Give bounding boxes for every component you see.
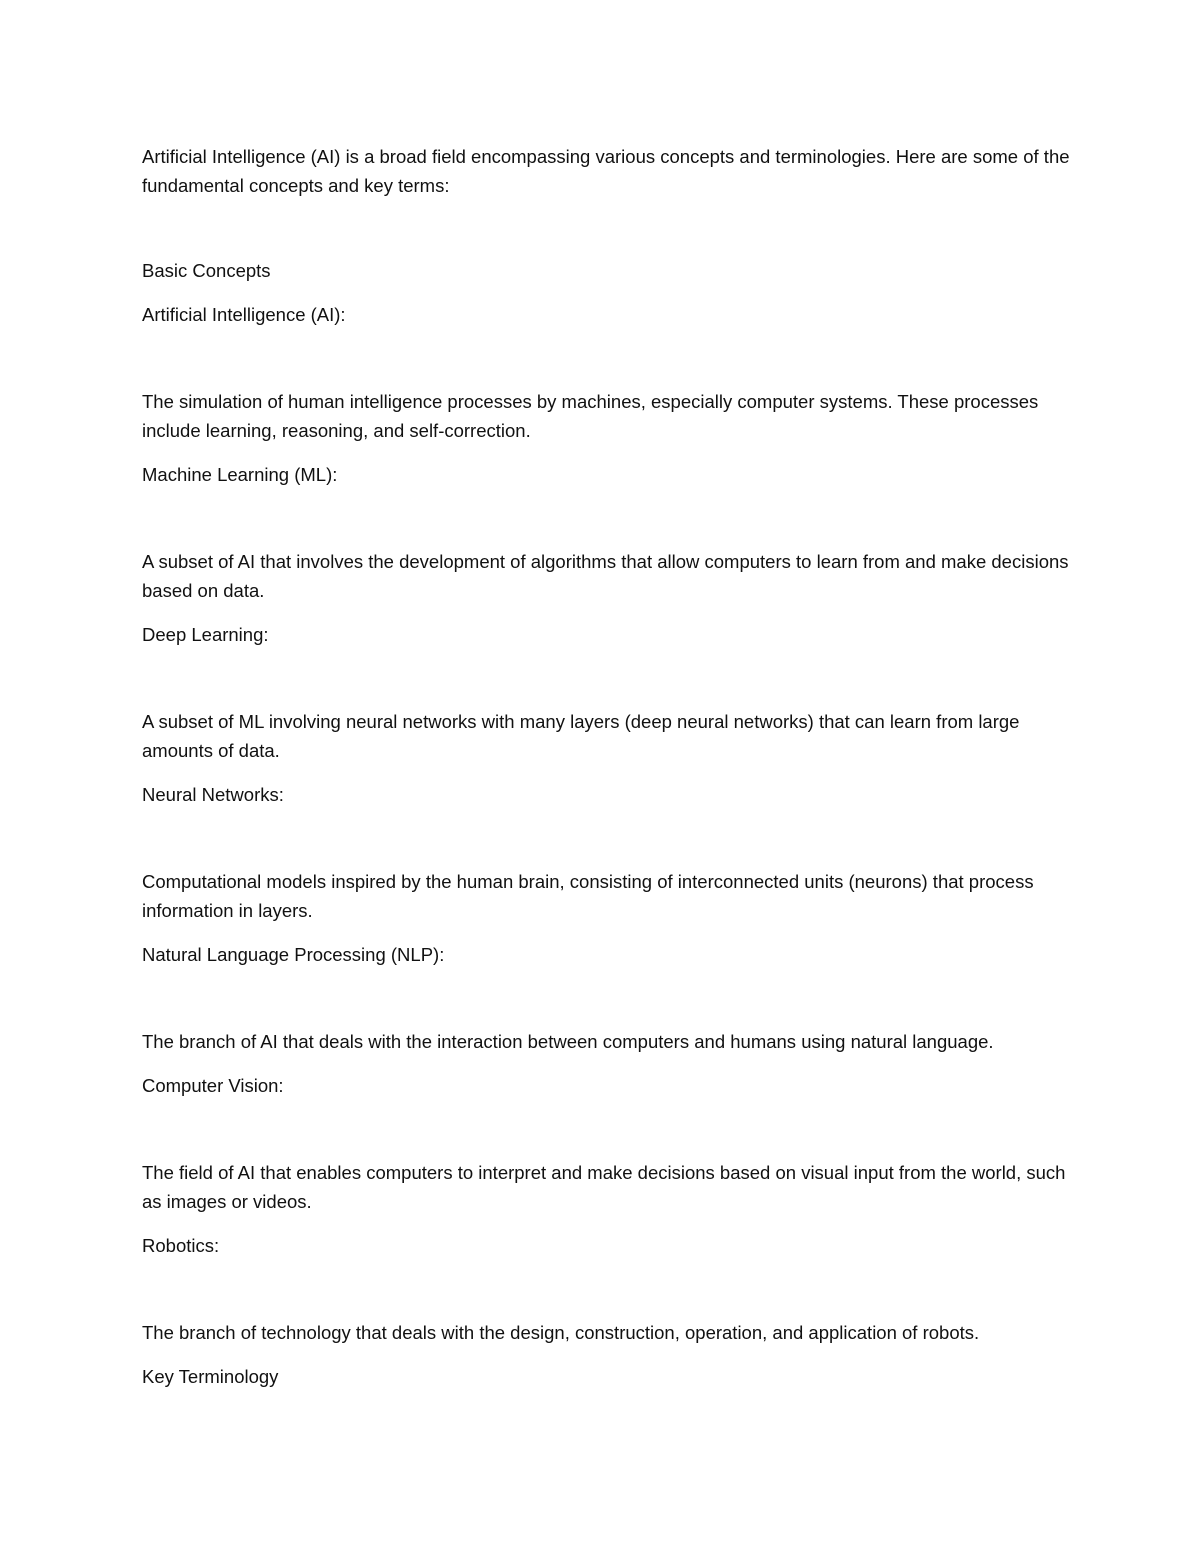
definition-deep-learning: A subset of ML involving neural networks with many layers (deep neural networks) that can learn from large amounts of data.	[142, 711, 1020, 761]
definition-natural-language-processing: The branch of AI that deals with the interaction between computers and humans using natural language.	[142, 1031, 994, 1052]
document-body	[142, 142, 1072, 1406]
term-deep-learning: Deep Learning:	[142, 624, 269, 645]
term-artificial-intelligence: Artificial Intelligence (AI):	[142, 304, 346, 325]
definition-neural-networks: Computational models inspired by the human brain, consisting of interconnected units (neurons) that process information in layers.	[142, 871, 1034, 921]
term-machine-learning: Machine Learning (ML):	[142, 464, 338, 485]
definition-robotics: The branch of technology that deals with the design, construction, operation, and application of robots.	[142, 1322, 980, 1343]
definition-artificial-intelligence: The simulation of human intelligence processes by machines, especially computer systems. These processes include learning, reasoning, and self-correction.	[142, 391, 1039, 441]
term-neural-networks: Neural Networks:	[142, 784, 284, 805]
definition-computer-vision: The field of AI that enables computers to interpret and make decisions based on visual input from the world, such as images or videos.	[142, 1162, 1066, 1212]
intro-paragraph: Artificial Intelligence (AI) is a broad field encompassing various concepts and terminologies. Here are some of the fundamental concepts and key terms:	[142, 146, 1070, 196]
term-computer-vision: Computer Vision:	[142, 1075, 284, 1096]
definition-machine-learning: A subset of AI that involves the development of algorithms that allow computers to learn from and make decisions based on data.	[142, 551, 1069, 601]
term-robotics: Robotics:	[142, 1235, 220, 1256]
term-natural-language-processing: Natural Language Processing (NLP):	[142, 944, 445, 965]
section-heading-basic-concepts: Basic Concepts	[142, 260, 271, 281]
section-heading-key-terminology: Key Terminology	[142, 1366, 279, 1387]
